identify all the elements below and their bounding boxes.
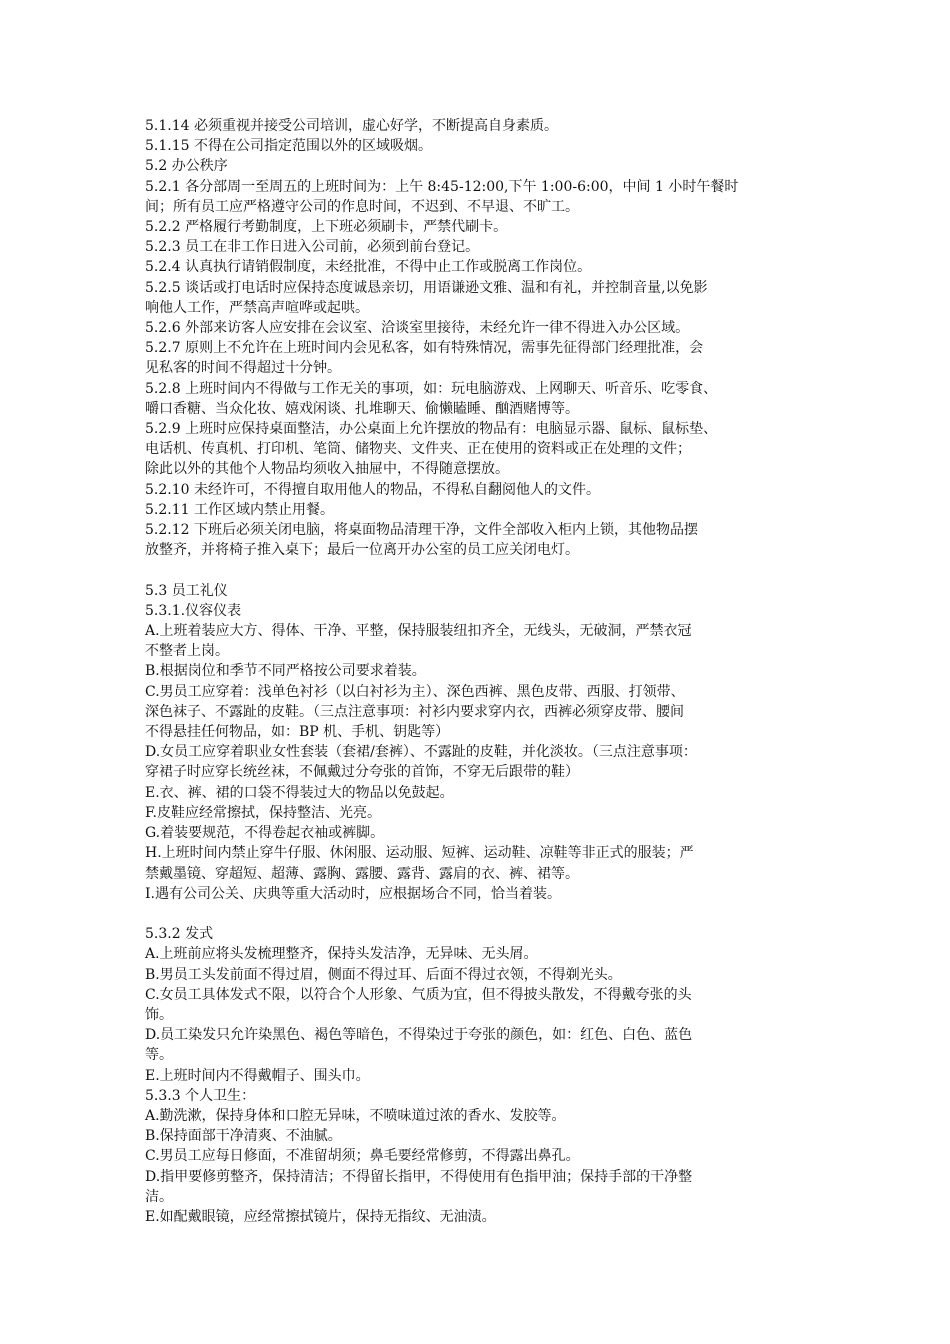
- text-line: B.保持面部干净清爽、不油腻。: [145, 1128, 342, 1145]
- text-line: A.上班着装应大方、得体、干净、平整，保持服装纽扣齐全，无线头，无破洞，严禁衣冠: [145, 623, 692, 640]
- text-line: 放整齐，并将椅子推入桌下；最后一位离开办公室的员工应关闭电灯。: [145, 542, 579, 559]
- text-line: 5.2 办公秩序: [145, 158, 228, 175]
- text-line: 间；所有员工应严格遵守公司的作息时间，不迟到、不早退、不旷工。: [145, 198, 579, 215]
- text-line: H.上班时间内禁止穿牛仔服、休闲服、运动服、短裤、运动鞋、凉鞋等非正式的服装；严: [145, 845, 694, 862]
- text-line: 5.2.4 认真执行请销假制度，未经批准，不得中止工作或脱离工作岗位。: [145, 259, 592, 276]
- text-line: 饰。: [145, 1006, 173, 1023]
- text-line: 5.1.15 不得在公司指定范围以外的区域吸烟。: [145, 138, 432, 155]
- text-line: 5.2.11 工作区域内禁止用餐。: [145, 501, 334, 518]
- text-line: 深色袜子、不露趾的皮鞋。（三点注意事项：衬衫内要求穿内衣，西裤必须穿皮带、腰间: [145, 703, 684, 720]
- text-line: 禁戴墨镜、穿超短、超薄、露胸、露腰、露背、露肩的衣、裤、裙等。: [145, 865, 579, 882]
- text-line: 见私客的时间不得超过十分钟。: [145, 360, 341, 377]
- text-line: 5.2.9 上班时应保持桌面整洁，办公桌面上允许摆放的物品有：电脑显示器、鼠标、鼠标垫、: [145, 421, 718, 438]
- text-line: G.着装要规范，不得卷起衣袖或裤脚。: [145, 825, 385, 842]
- text-line: 不整者上岗。: [145, 643, 229, 660]
- text-line: D.员工染发只允许染黑色、褐色等暗色，不得染过于夸张的颜色，如：红色、白色、蓝色: [145, 1027, 693, 1044]
- text-line: 5.3.2 发式: [145, 926, 214, 943]
- text-line: C.男员工应穿着：浅单色衬衫（以白衬衫为主）、深色西裤、黑色皮带、西服、打领带、: [145, 683, 685, 700]
- text-line: 5.2.7 原则上不允许在上班时间内会见私客，如有特殊情况，需事先征得部门经理批准，会: [145, 340, 704, 357]
- text-line: A.上班前应将头发梳理整齐，保持头发洁净，无异味、无头屑。: [145, 946, 538, 963]
- text-line: 5.2.10 未经许可，不得擅自取用他人的物品，不得私自翻阅他人的文件。: [145, 481, 600, 498]
- text-line: E.上班时间内不得戴帽子、围头巾。: [145, 1067, 370, 1084]
- text-line: D.女员工应穿着职业女性套装（套裙/套裤）、不露趾的皮鞋，并化淡妆。（三点注意事项：: [145, 744, 697, 761]
- text-line: 5.1.14 必须重视并接受公司培训，虚心好学，不断提高自身素质。: [145, 118, 558, 134]
- text-line: E.衣、裤、裙的口袋不得装过大的物品以免鼓起。: [145, 784, 454, 801]
- text-line: 响他人工作，严禁高声喧哗或起哄。: [145, 299, 369, 316]
- text-line: B.男员工头发前面不得过眉，侧面不得过耳、后面不得过衣领，不得剃光头。: [145, 966, 622, 983]
- text-line: 5.2.1 各分部周一至周五的上班时间为：上午 8:45-12:00,下午 1:00-6:00，中间 1 小时午餐时: [145, 178, 739, 195]
- text-line: 除此以外的其他个人物品均须收入抽屉中，不得随意摆放。: [145, 461, 509, 478]
- text-line: 5.2.8 上班时间内不得做与工作无关的事项，如：玩电脑游戏、上网聊天、听音乐、吃零食、: [145, 380, 718, 397]
- text-line: E.如配戴眼镜，应经常擦拭镜片，保持无指纹、无油渍。: [145, 1208, 496, 1225]
- text-line: 5.3 员工礼仪: [145, 582, 228, 599]
- text-line: 5.2.2 严格履行考勤制度，上下班必须刷卡，严禁代刷卡。: [145, 219, 508, 236]
- text-line: 5.3.1.仪容仪表: [145, 602, 242, 619]
- text-line: D.指甲要修剪整齐，保持清洁；不得留长指甲，不得使用有色指甲油；保持手部的干净整: [145, 1168, 693, 1185]
- text-line: 5.2.5 谈话或打电话时应保持态度诚恳亲切，用语谦逊文雅、温和有礼，并控制音量,以免影: [145, 279, 708, 296]
- text-line: F.皮鞋应经常擦拭，保持整洁、光亮。: [145, 804, 381, 821]
- blank-line: [145, 904, 813, 924]
- text-line: 嚼口香糖、当众化妆、嬉戏闲谈、扎堆聊天、偷懒瞌睡、酗酒赌博等。: [145, 400, 579, 417]
- text-line: C.女员工具体发式不限，以符合个人形象、气质为宜，但不得披头散发，不得戴夸张的头: [145, 986, 692, 1003]
- text-line: 等。: [145, 1047, 173, 1064]
- text-line: I.遇有公司公关、庆典等重大活动时，应根据场合不同，恰当着装。: [145, 885, 561, 902]
- text-line: C.男员工应每日修面，不准留胡须；鼻毛要经常修剪，不得露出鼻孔。: [145, 1148, 580, 1165]
- text-line: 5.2.6 外部来访客人应安排在会议室、洽谈室里接待，未经允许一律不得进入办公区域。: [145, 320, 690, 337]
- text-line: 电话机、传真机、打印机、笔筒、储物夹、文件夹、正在使用的资料或正在处理的文件；: [145, 441, 691, 458]
- text-line: A.勤洗漱，保持身体和口腔无异味，不喷味道过浓的香水、发胶等。: [145, 1107, 566, 1124]
- document-body: [145, 116, 813, 1227]
- text-line: 不得悬挂任何物品，如：BP 机、手机、钥匙等）: [145, 724, 450, 741]
- text-line: 穿裙子时应穿长统丝袜，不佩戴过分夸张的首饰，不穿无后跟带的鞋）: [145, 764, 579, 781]
- text-line: 洁。: [145, 1188, 173, 1205]
- text-line: 5.2.3 员工在非工作日进入公司前，必须到前台登记。: [145, 239, 480, 256]
- text-line: 5.3.3 个人卫生：: [145, 1087, 256, 1104]
- text-line: 5.2.12 下班后必须关闭电脑，将桌面物品清理干净，文件全部收入柜内上锁，其他物品摆: [145, 522, 698, 539]
- text-line: B.根据岗位和季节不同严格按公司要求着装。: [145, 663, 426, 680]
- blank-line: [145, 560, 813, 580]
